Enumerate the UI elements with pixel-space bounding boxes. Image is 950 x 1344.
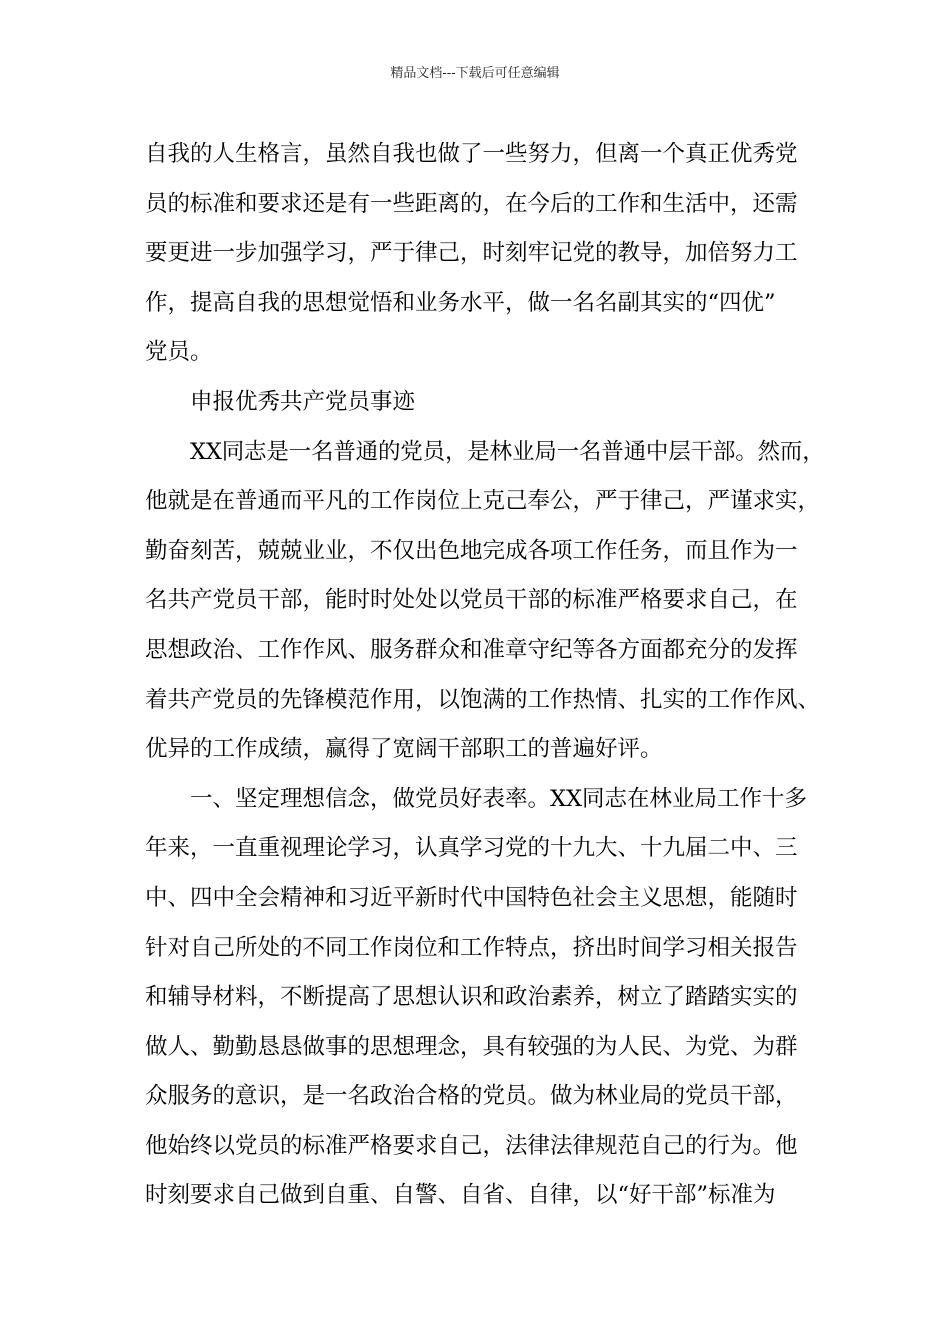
text-line: 他始终以党员的标准严格要求自己，法律法律规范自己的行为。他 — [145, 1132, 798, 1159]
page-header: 精品文档---下载后可任意编辑 — [390, 66, 560, 81]
document-body — [145, 130, 825, 1221]
text-line: 思想政治、工作作风、服务群众和准章守纪等各方面都充分的发挥 — [145, 636, 798, 663]
text-line: 自我的人生格言，虽然自我也做了一些努力，但离一个真正优秀党 — [145, 141, 798, 167]
text-line: 员的标准和要求还是有一些距离的，在今后的工作和生活中，还需 — [145, 190, 798, 217]
text-line: 勤奋刻苦，兢兢业业，不仅出色地完成各项工作任务，而且作为一 — [145, 537, 798, 564]
text-line: 众服务的意识，是一名政治合格的党员。做为林业局的党员干部， — [145, 1083, 798, 1110]
text-line: 名共产党员干部，能时时处处以党员干部的标准严格要求自己，在 — [145, 587, 798, 614]
text-line: 申报优秀共产党员事迹 — [190, 388, 416, 415]
text-line: 年来，一直重视理论学习，认真学习党的十九大、十九届二中、三 — [145, 835, 798, 862]
text-line: 中、四中全会精神和习近平新时代中国特色社会主义思想，能随时 — [145, 884, 798, 911]
text-line: 作，提高自我的思想觉悟和业务水平，做一名名副其实的“四优” — [145, 289, 776, 316]
text-line: 优异的工作成绩，赢得了宽阔干部职工的普遍好评。 — [145, 736, 663, 763]
text-line: 他就是在普通而平凡的工作岗位上克己奉公，严于律己，严谨求实， — [145, 488, 821, 515]
text-line: 要更进一步加强学习，严于律己，时刻牢记党的教导，加倍努力工 — [145, 240, 798, 267]
text-line: 和辅导材料，不断提高了思想认识和政治素养，树立了踏踏实实的 — [145, 984, 798, 1011]
text-line: 一、坚定理想信念，做党员好表率。XX同志在林业局工作十多 — [190, 785, 808, 812]
text-line: 做人、勤勤恳恳做事的思想理念，具有较强的为人民、为党、为群 — [145, 1033, 798, 1060]
text-line: 着共产党员的先锋模范作用，以饱满的工作热情、扎实的工作作风、 — [145, 686, 821, 713]
text-line: 党员。 — [145, 339, 213, 366]
text-line: 针对自己所处的不同工作岗位和工作特点，挤出时间学习相关报告 — [145, 934, 798, 961]
text-line: 时刻要求自己做到自重、自警、自省、自律，以“好干部”标准为 — [145, 1182, 776, 1209]
text-line: XX同志是一名普通的党员，是林业局一名普通中层干部。然而， — [190, 438, 825, 465]
